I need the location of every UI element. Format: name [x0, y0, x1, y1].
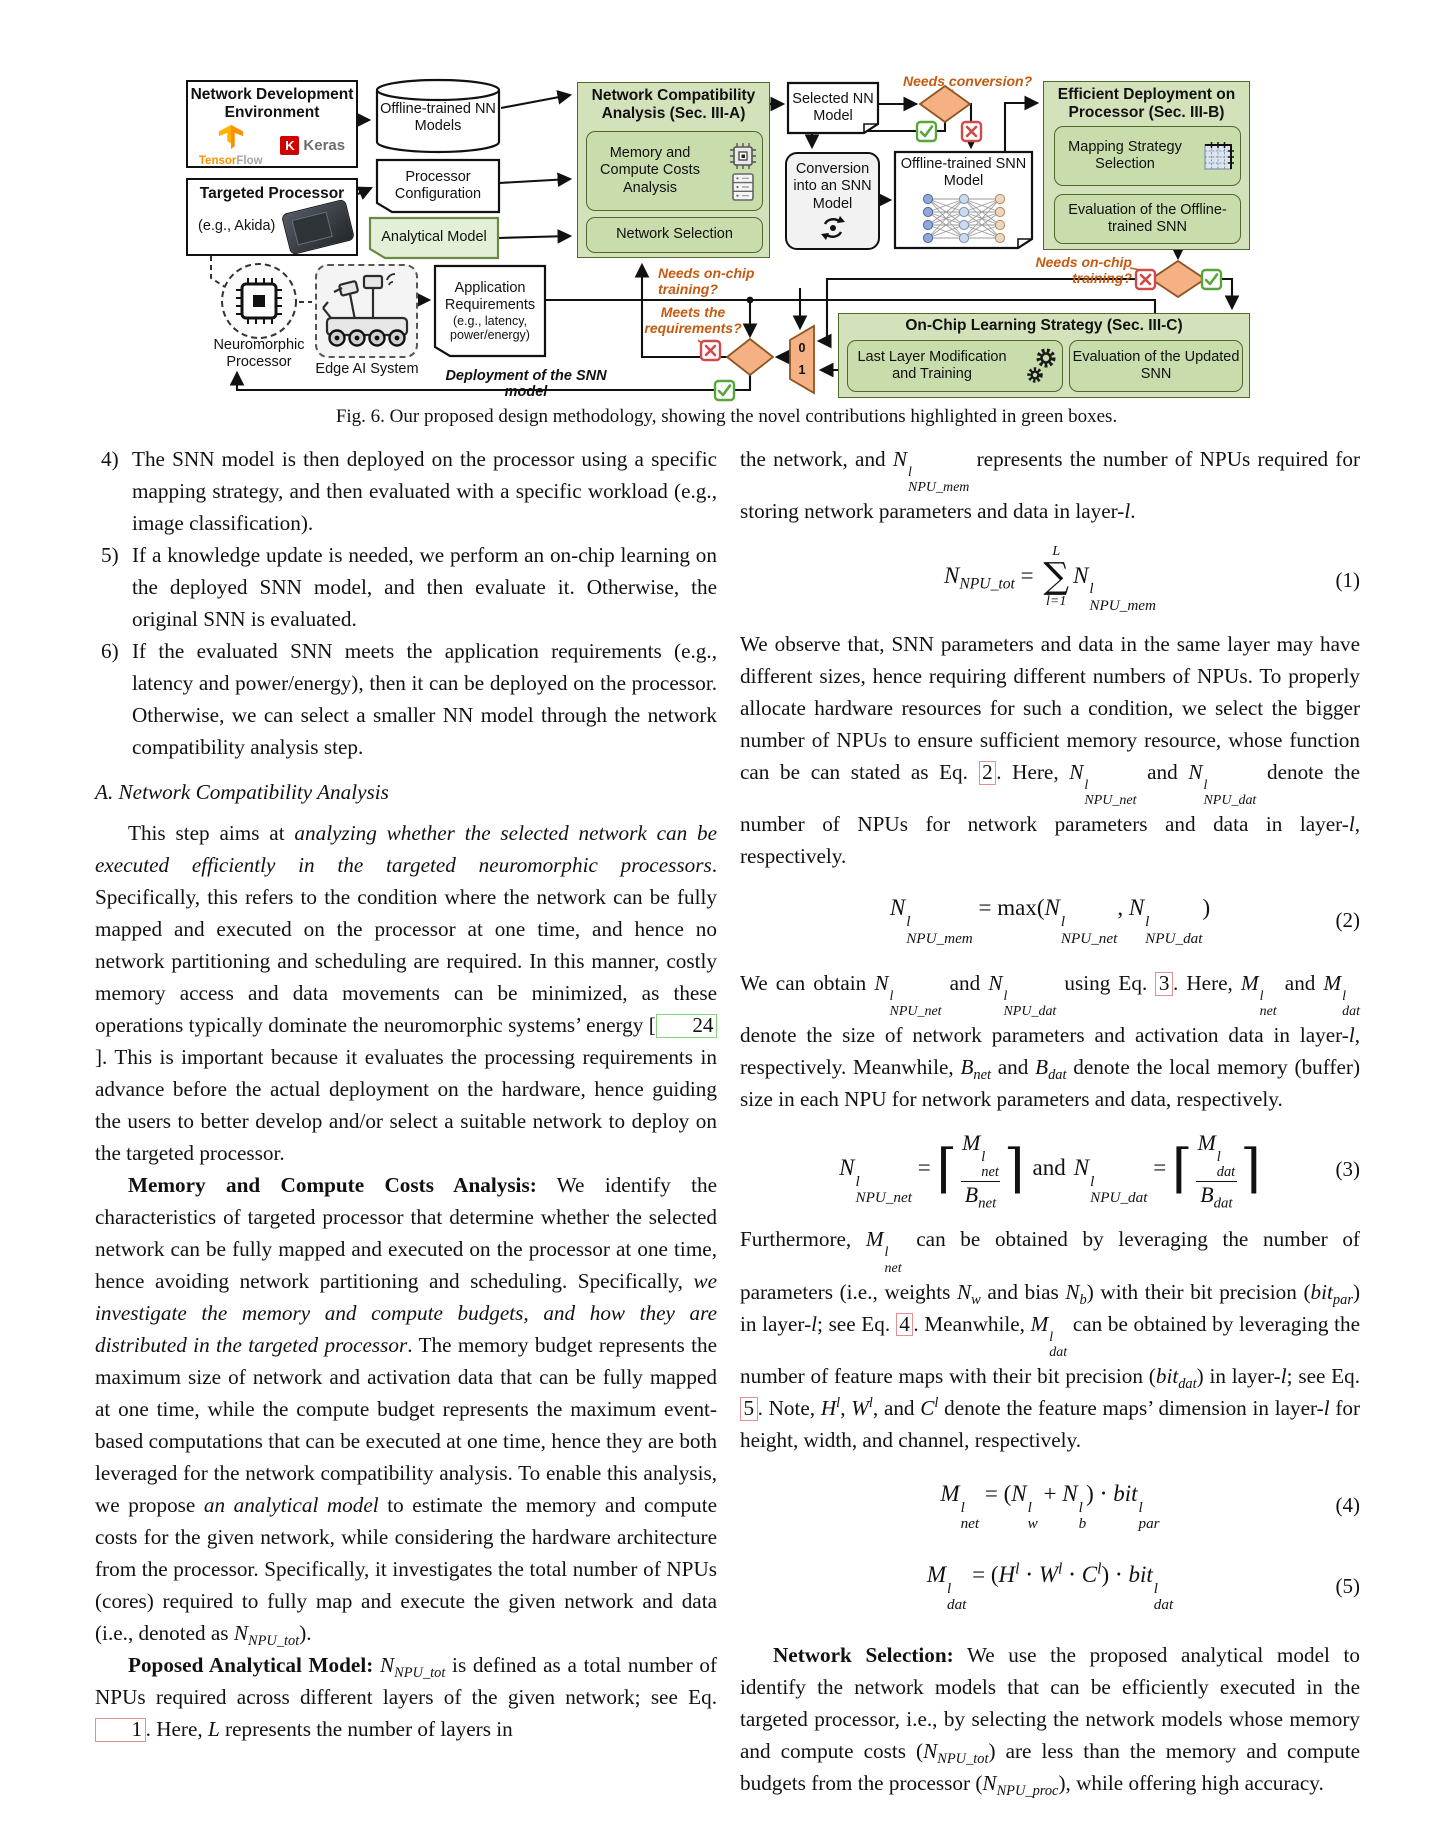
node-title: Network Development Environment	[190, 86, 354, 121]
equation-number: (2)	[1335, 907, 1360, 932]
tensorflow-icon	[218, 124, 244, 150]
node-edge-ai-system	[315, 264, 418, 358]
list-item-number: 5)	[101, 543, 119, 567]
label-edge-ai-system: Edge AI System	[315, 361, 419, 377]
list-item	[95, 635, 717, 763]
list-item-text: The SNN model is then deployed on the processor using a specific mapping strategy, and then evaluated with a specific workload (e.g., image classification).	[132, 447, 717, 535]
conversion-cycle-icon	[818, 215, 848, 241]
node-title: Targeted Processor	[199, 185, 345, 202]
equation-body: M l net = (N l w + N l b ) ⋅ bit l par	[940, 1480, 1160, 1533]
left-column	[95, 443, 717, 1745]
tensorflow-logo	[199, 124, 263, 167]
node-application-requirements	[437, 272, 543, 350]
node-label: Conversion into an SNN Model	[793, 161, 872, 212]
node-label: Evaluation of the Offline-trained SNN	[1068, 201, 1227, 235]
paragraph: We observe that, SNN parameters and data in the same layer may have different sizes, hence requiring different numbers of NPUs. To properly allocate hardware resources for such a condition, we select the bigger number of NPUs to ensure sufficient memory resource, whose function can be can stated as Eq. 2 . Here, N l NPU_net and N l NPU_dat denote the number of NPUs for network parameters and data in layer-l, respectively.	[740, 632, 1360, 869]
right-column	[740, 443, 1360, 1799]
equation-body: M l dat = $(H^l \cdot W^l \cdot C^l)$ ⋅ bit l dat	[926, 1559, 1174, 1613]
akida-board-image	[282, 200, 354, 254]
label-deployment: Deployment of the SNN model	[445, 368, 607, 400]
node-analytical-model	[374, 222, 494, 254]
diamond-needs-conversion	[920, 86, 970, 122]
node-targeted-processor	[186, 178, 358, 256]
node-mapping-strategy	[1054, 126, 1241, 186]
node-sublabel: (e.g., latency,	[452, 313, 528, 328]
equation-4	[740, 1478, 1360, 1533]
keras-logo	[280, 136, 345, 155]
section-title: Efficient Deployment on Processor (Sec. III-B)	[1057, 86, 1236, 121]
label-needs-training-right: Needs on-chip training?	[1035, 254, 1132, 286]
node-eval-updated-snn	[1069, 340, 1243, 392]
node-label: Selected NN Model	[792, 90, 874, 124]
node-offline-snn-model	[897, 156, 1030, 244]
node-sublabel: power/energy)	[450, 328, 530, 343]
rover-icon	[317, 266, 416, 354]
paragraph: Memory and Compute Costs Analysis: We identify the characteristics of targeted processor that determine whether the selected network can be fully mapped and executed on the processor at one time, hence avoiding network partitioning and scheduling. Specifically, we investigate the memory and compute budgets, and how they are distributed in the targeted processor. The memory budget represents the maximum size of network and activation data that can be fully mapped at one time, while the compute budget represents the maximum event-based computations that can be executed at one time, hence they are both leveraged for the network compatibility analysis. To enable this analysis, we propose an analytical model to estimate the memory and compute costs for the given network, while considering the hardware architecture from the processor. Specifically, it investigates the total number of NPUs (cores) required to fully map and execute the given network and data (i.e., denoted as $N_{NPU\_tot}$).	[95, 1173, 717, 1650]
mux-1: 1	[798, 363, 806, 377]
node-conversion-snn	[785, 152, 880, 250]
section-heading: A. Network Compatibility Analysis	[95, 780, 389, 804]
diamond-meets-requirements	[727, 339, 773, 375]
diamond-needs-training	[1151, 261, 1205, 297]
cross-icon	[962, 122, 981, 141]
list-item-text: If the evaluated SNN meets the application requirements (e.g., latency and power/energy), then it can be deployed on the processor. Otherwise, we can select a smaller NN model through the network compatibility analysis step.	[132, 639, 717, 759]
node-label: Memory and Compute Costs Analysis	[600, 145, 700, 196]
node-offline-nn-models	[380, 92, 496, 144]
node-network-selection	[586, 217, 763, 253]
chip-icon	[728, 141, 758, 171]
tf-word-b: Flow	[236, 154, 263, 167]
equation-5	[740, 1559, 1360, 1614]
equation-number: (5)	[1335, 1573, 1360, 1598]
list-item	[95, 539, 717, 635]
check-icon	[917, 122, 936, 141]
equation-body: $N_{NPU\_tot}$ = L ∑ l=1 N l NPU_mem	[943, 544, 1156, 614]
equation-body: N l NPU_mem = max(N l NPU_net , N l NPU_dat )	[889, 895, 1211, 947]
node-label: Application Requirements	[444, 279, 536, 313]
junction-dot	[747, 297, 754, 304]
list-item-number: 6)	[101, 639, 119, 663]
equation-3	[740, 1131, 1360, 1212]
list-item-text: If a knowledge update is needed, we perform an on-chip learning on the deployed SNN model, and then evaluate it. Otherwise, the original SNN is evaluated.	[132, 543, 717, 631]
list-item-number: 4)	[101, 447, 119, 471]
equation-number: (1)	[1335, 567, 1360, 592]
equation-number: (3)	[1335, 1157, 1360, 1182]
keras-icon: K	[280, 136, 299, 155]
check-icon	[1202, 270, 1221, 289]
mux-shape	[790, 326, 814, 393]
paragraph: Furthermore, M l net can be obtained by leveraging the number of parameters (i.e., weights $N_w$ and bias $N_b$) with their bit precision (bit$_{par}$) in layer-l; see Eq. 4 . Meanwhile, M l dat can be obtained by leveraging the number of feature maps with their bit precision (bit$_{dat}$) in layer-l; see Eq. 5 . Note, $H^l$, $W^l$, and $C^l$ denote the feature maps’ dimension in layer-l for height, width, and channel, respectively.	[740, 1227, 1361, 1452]
node-label: Analytical Model	[381, 229, 487, 246]
figure-caption: Fig. 6. Our proposed design methodology, showing the novel contributions highlighted in green boxes.	[335, 406, 1118, 427]
gears-icon	[1024, 345, 1058, 387]
tf-word-a: Tensor	[198, 154, 237, 167]
node-label: Mapping Strategy Selection	[1068, 138, 1182, 172]
list-item	[95, 443, 717, 539]
mapping-grid-icon	[1202, 140, 1236, 172]
paragraph: This step aims at analyzing whether the selected network can be executed efficiently in the targeted neuromorphic processors. Specifically, this refers to the condition where the network can be fully mapped and executed on the processor at one time, and hence no network partitioning and scheduling are required. In this manner, costly memory access and data movements can be minimized, as these operations typically dominate the neuromorphic systems’ energy [ 24]. This is important because it evaluates the processing requirements in advance before the actual deployment on the hardware, hence guiding the users to better develop and/or select a suitable network to deploy on the targeted processor.	[95, 821, 717, 1165]
keras-word: Keras	[303, 136, 346, 154]
node-last-layer-modification	[847, 340, 1063, 392]
node-network-dev-env	[186, 80, 358, 168]
node-memory-compute-costs	[586, 131, 763, 211]
node-label: Last Layer Modification and Training	[857, 348, 1007, 382]
node-processor-configuration	[380, 164, 496, 208]
label-neuromorphic-processor: Neuromorphic Processor	[213, 337, 305, 371]
node-onchip-learning	[838, 313, 1250, 398]
node-eval-offline-snn	[1054, 194, 1241, 244]
paragraph: We can obtain N l NPU_net and N l NPU_dat using Eq. 3 . Here, M l net and M l dat denote the size of network parameters and activation data in layer-l, respectively. Meanwhile, $B_{net}$ and $B_{dat}$ denote the local memory (buffer) size in each NPU for network parameters and data, respectively.	[740, 971, 1361, 1112]
server-icon	[731, 173, 755, 201]
label-needs-training-left: Needs on-chip training?	[658, 265, 755, 297]
paragraph: Poposed Analytical Model: $N_{NPU\_tot}$ is defined as a total number of NPUs required across different layers of the given network; see Eq. 1 . Here, L represents the number of layers in	[95, 1653, 717, 1741]
figure-6	[0, 0, 1453, 440]
equation-2	[740, 892, 1360, 947]
equation-1	[740, 545, 1360, 614]
node-label: Processor Configuration	[394, 168, 482, 202]
neural-network-icon	[914, 193, 1014, 244]
node-label: Evaluation of the Updated SNN	[1072, 348, 1240, 382]
check-icon	[715, 381, 734, 400]
node-label: Offline-trained SNN Model	[900, 156, 1027, 190]
neuromorphic-chip-icon	[222, 264, 296, 338]
section-title: Network Compatibility Analysis (Sec. III-A)	[591, 87, 756, 122]
section-title: On-Chip Learning Strategy (Sec. III-C)	[905, 317, 1183, 334]
paragraph: Network Selection: We use the proposed analytical model to identify the network models that can be efficiently executed in the targeted processor, i.e., by selecting the network models whose memory and compute costs $(N_{NPU\_tot})$ are less than the memory and compute budgets from the processor $(N_{NPU\_proc})$, while offering high accuracy.	[740, 1643, 1360, 1800]
label-needs-conversion: Needs conversion?	[903, 73, 1033, 89]
akida-label: (e.g., Akida)	[198, 218, 276, 235]
cross-icon	[701, 341, 720, 360]
cross-icon	[1136, 270, 1155, 289]
node-efficient-deployment	[1043, 81, 1250, 250]
node-label: Network Selection	[616, 226, 733, 243]
paragraph: the network, and N l NPU_mem represents the number of NPUs required for storing network parameters and data in layer-l.	[740, 447, 1360, 524]
node-network-compatibility-analysis	[577, 82, 770, 258]
equation-body: N l NPU_net = ⌈ M l net $B_{net}$ ⌉ and N l NPU_dat = ⌈ M l dat $B_{dat}$ ⌉	[839, 1131, 1261, 1212]
mux-0: 0	[798, 341, 806, 355]
node-selected-nn-model	[790, 87, 876, 129]
node-label: Offline-trained NN Models	[380, 100, 496, 134]
label-meets-requirements: Meets the requirements?	[644, 304, 742, 336]
equation-number: (4)	[1335, 1493, 1360, 1518]
